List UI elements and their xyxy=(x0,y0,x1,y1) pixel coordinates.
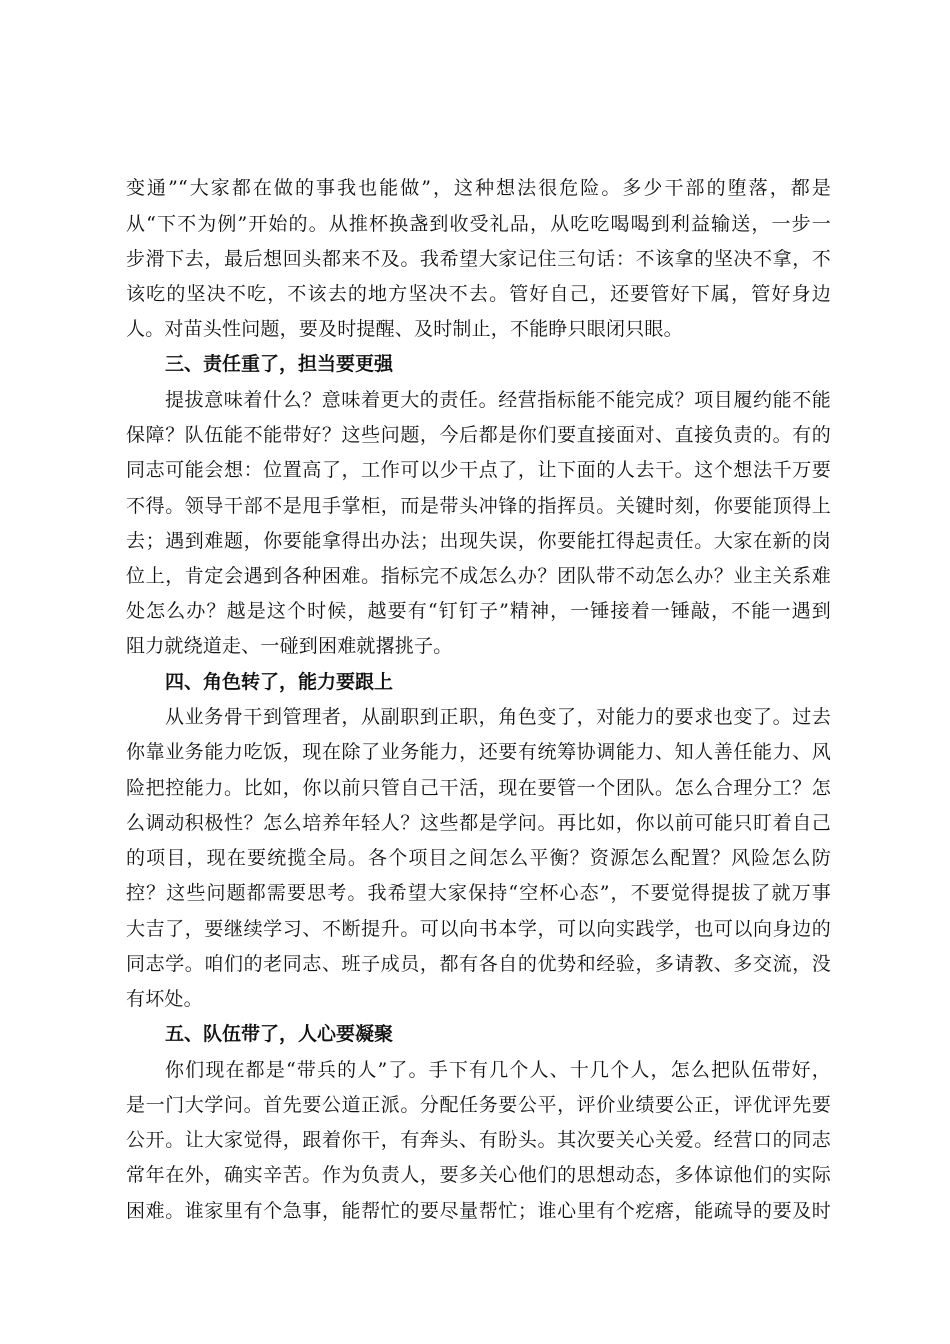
paragraph-line: 是一门大学问。首先要公道正派。分配任务要公平，评价业绩要公正，评优评先要 xyxy=(126,1094,831,1116)
paragraph-line: 大吉了，要继续学习、不断提升。可以向书本学，可以向实践学，也可以向身边的 xyxy=(126,918,831,940)
paragraph-line: 阻力就绕道走、一碰到困难就撂挑子。 xyxy=(126,635,453,657)
paragraph-line: 提拔意味着什么？意味着更大的责任。经营指标能不能完成？项目履约能不能 xyxy=(165,389,831,411)
paragraph-line: 控？这些问题都需要思考。我希望大家保持“空杯心态”，不要觉得提拔了就万事 xyxy=(126,882,831,904)
paragraph-line: 人。对苗头性问题，要及时提醒、及时制止，不能睁只眼闭只眼。 xyxy=(126,318,683,340)
paragraph-line: 么调动积极性？怎么培养年轻人？这些都是学问。再比如，你以前可能只盯着自己 xyxy=(126,812,831,834)
paragraph-line: 你靠业务能力吃饭，现在除了业务能力，还要有统筹协调能力、知人善任能力、风 xyxy=(126,741,831,763)
paragraph-line: 常年在外，确实辛苦。作为负责人，要多关心他们的思想动态，多体谅他们的实际 xyxy=(126,1164,831,1186)
paragraph-line: 去；遇到难题，你要能拿得出办法；出现失误，你要能扛得起责任。大家在新的岗 xyxy=(126,530,831,552)
paragraph-line: 有坏处。 xyxy=(126,988,203,1010)
paragraph-line: 的项目，现在要统揽全局。各个项目之间怎么平衡？资源怎么配置？风险怎么防 xyxy=(126,847,831,869)
paragraph-line: 险把控能力。比如，你以前只管自己干活，现在要管一个团队。怎么合理分工？怎 xyxy=(126,777,831,799)
paragraph-line: 同志可能会想：位置高了，工作可以少干点了，让下面的人去干。这个想法千万要 xyxy=(126,459,831,481)
paragraph-line: 从“下不为例”开始的。从推杯换盏到收受礼品，从吃吃喝喝到利益输送，一步一 xyxy=(126,213,831,235)
paragraph-line: 处怎么办？越是这个时候，越要有“钉钉子”精神，一锤接着一锤敲，不能一遇到 xyxy=(126,600,831,622)
paragraph-line: 保障？队伍能不能带好？这些问题，今后都是你们要直接面对、直接负责的。有的 xyxy=(126,424,831,446)
paragraph-line: 从业务骨干到管理者，从副职到正职，角色变了，对能力的要求也变了。过去 xyxy=(165,706,831,728)
section-heading: 三、责任重了，担当要更强 xyxy=(165,353,394,375)
paragraph-line: 公开。让大家觉得，跟着你干，有奔头、有盼头。其次要关心关爱。经营口的同志 xyxy=(126,1129,831,1151)
paragraph-line: 同志学。咱们的老同志、班子成员，都有各自的优势和经验，多请教、多交流，没 xyxy=(126,953,831,975)
section-heading: 四、角色转了，能力要跟上 xyxy=(165,671,394,693)
paragraph-line: 该吃的坚决不吃，不该去的地方坚决不去。管好自己，还要管好下属，管好身边 xyxy=(126,283,831,305)
paragraph-line: 位上，肯定会遇到各种困难。指标完不成怎么办？团队带不动怎么办？业主关系难 xyxy=(126,565,831,587)
paragraph-line: 步滑下去，最后想回头都来不及。我希望大家记住三句话：不该拿的坚决不拿，不 xyxy=(126,248,831,270)
paragraph-line: 不得。领导干部不是甩手掌柜，而是带头冲锋的指挥员。关键时刻，你要能顶得上 xyxy=(126,495,831,517)
paragraph-line: 困难。谁家里有个急事，能帮忙的要尽量帮忙；谁心里有个疙瘩，能疏导的要及时 xyxy=(126,1200,831,1222)
section-heading: 五、队伍带了，人心要凝聚 xyxy=(165,1023,394,1045)
paragraph-line: 变通”“大家都在做的事我也能做”，这种想法很危险。多少干部的堕落，都是 xyxy=(126,177,831,199)
paragraph-line: 你们现在都是“带兵的人”了。手下有几个人、十几个人，怎么把队伍带好， xyxy=(165,1059,831,1081)
